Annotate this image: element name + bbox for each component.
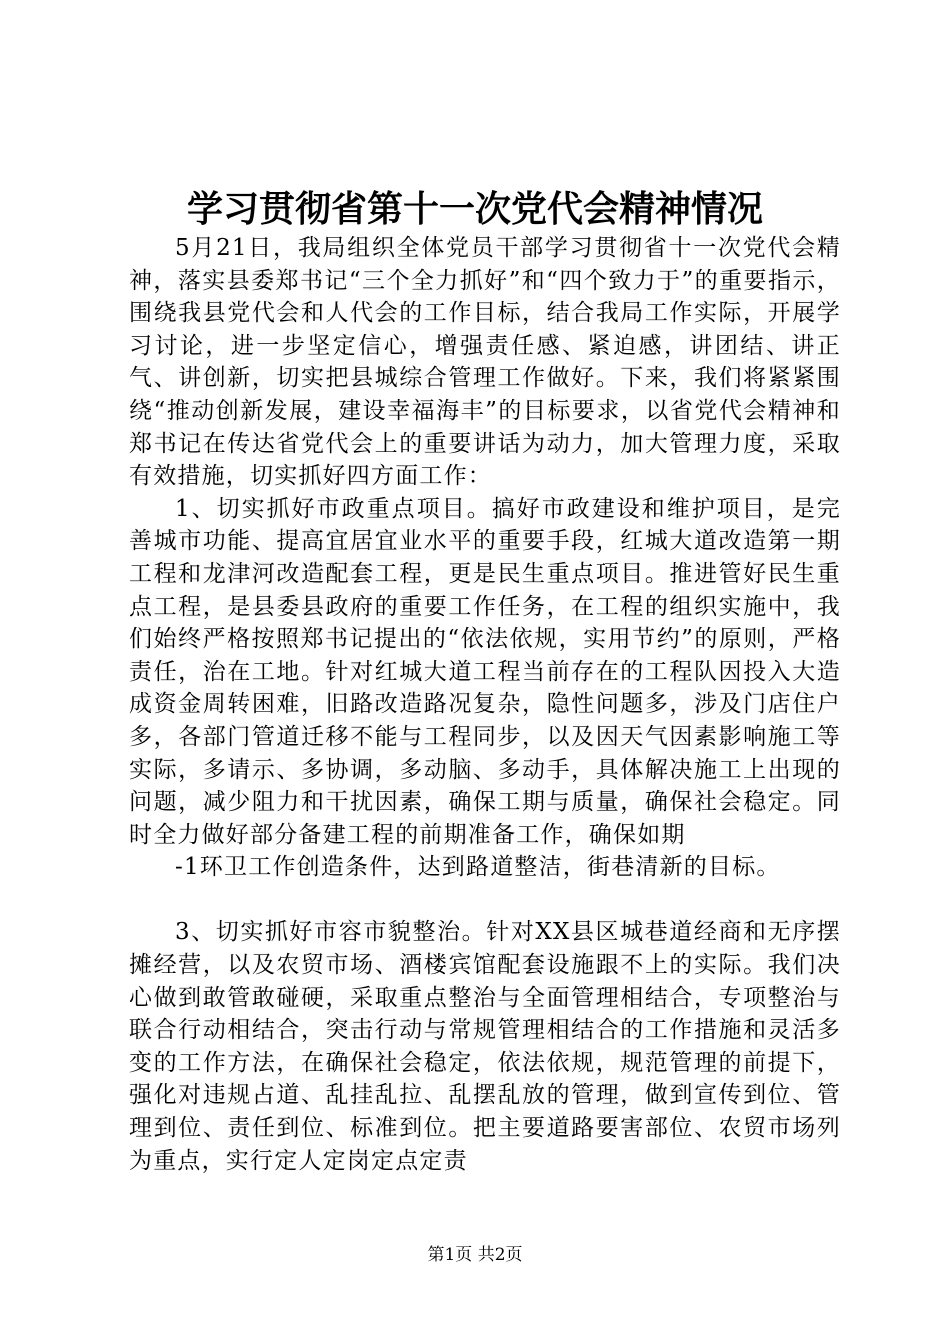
document-title: 学习贯彻省第十一次党代会精神情况 (186, 188, 763, 230)
page-footer: 第1页 共2页 (427, 1245, 523, 1265)
document-body (129, 232, 841, 1177)
paragraph-page-break-fragment: -1环卫工作创造条件，达到路道整洁，街巷清新的目标。 (175, 854, 781, 881)
paragraph-intro: 5月21日，我局组织全体党员干部学习贯彻省十一次党代会精神，落实县委郑书记“三个全力抓好”和“四个致力于”的重要指示，围绕我县党代会和人代会的工作目标，结合我局工作实际，开展学习讨论，进一步坚定信心，增强责任感、紧迫感，讲团结、讲正气、讲创新，切实把县城综合管理工作做好。下来，我们将紧紧围绕“推动创新发展，建设幸福海丰”的目标要求，以省党代会精神和郑书记在传达省党代会上的重要讲话为动力，加大管理力度，采取有效措施，切实抓好四方面工作： (129, 235, 841, 490)
paragraph-item-1: 1、切实抓好市政重点项目。搞好市政建设和维护项目，是完善城市功能、提高宜居宜业水平的重要手段，红城大道改造第一期工程和龙津河改造配套工程，更是民生重点项目。推进管好民生重点工程，是县委县政府的重要工作任务，在工程的组织实施中，我们始终严格按照郑书记提出的“依法依规，实用节约”的原则，严格责任，治在工地。针对红城大道工程当前存在的工程队因投入大造成资金周转困难，旧路改造路况复杂，隐性问题多，涉及门店住户多，各部门管道迁移不能与工程同步，以及因天气因素影响施工等实际，多请示、多协调，多动脑、多动手，具体解决施工上出现的问题，减少阻力和干扰因素，确保工期与质量，确保社会稳定。同时全力做好部分备建工程的前期准备工作，确保如期 (129, 495, 841, 848)
paragraph-item-3: 3、切实抓好市容市貌整治。针对XX县区城巷道经商和无序摆摊经营，以及农贸市场、酒楼宾馆配套设施跟不上的实际。我们决心做到敢管敢碰硬，采取重点整治与全面管理相结合，专项整治与联合行动相结合，突击行动与常规管理相结合的工作措施和灵活多变的工作方法，在确保社会稳定，依法依规，规范管理的前提下，强化对违规占道、乱挂乱拉、乱摆乱放的管理，做到宣传到位、管理到位、责任到位、标准到位。把主要道路要害部位、农贸市场列为重点，实行定人定岗定点定责 (129, 919, 841, 1174)
